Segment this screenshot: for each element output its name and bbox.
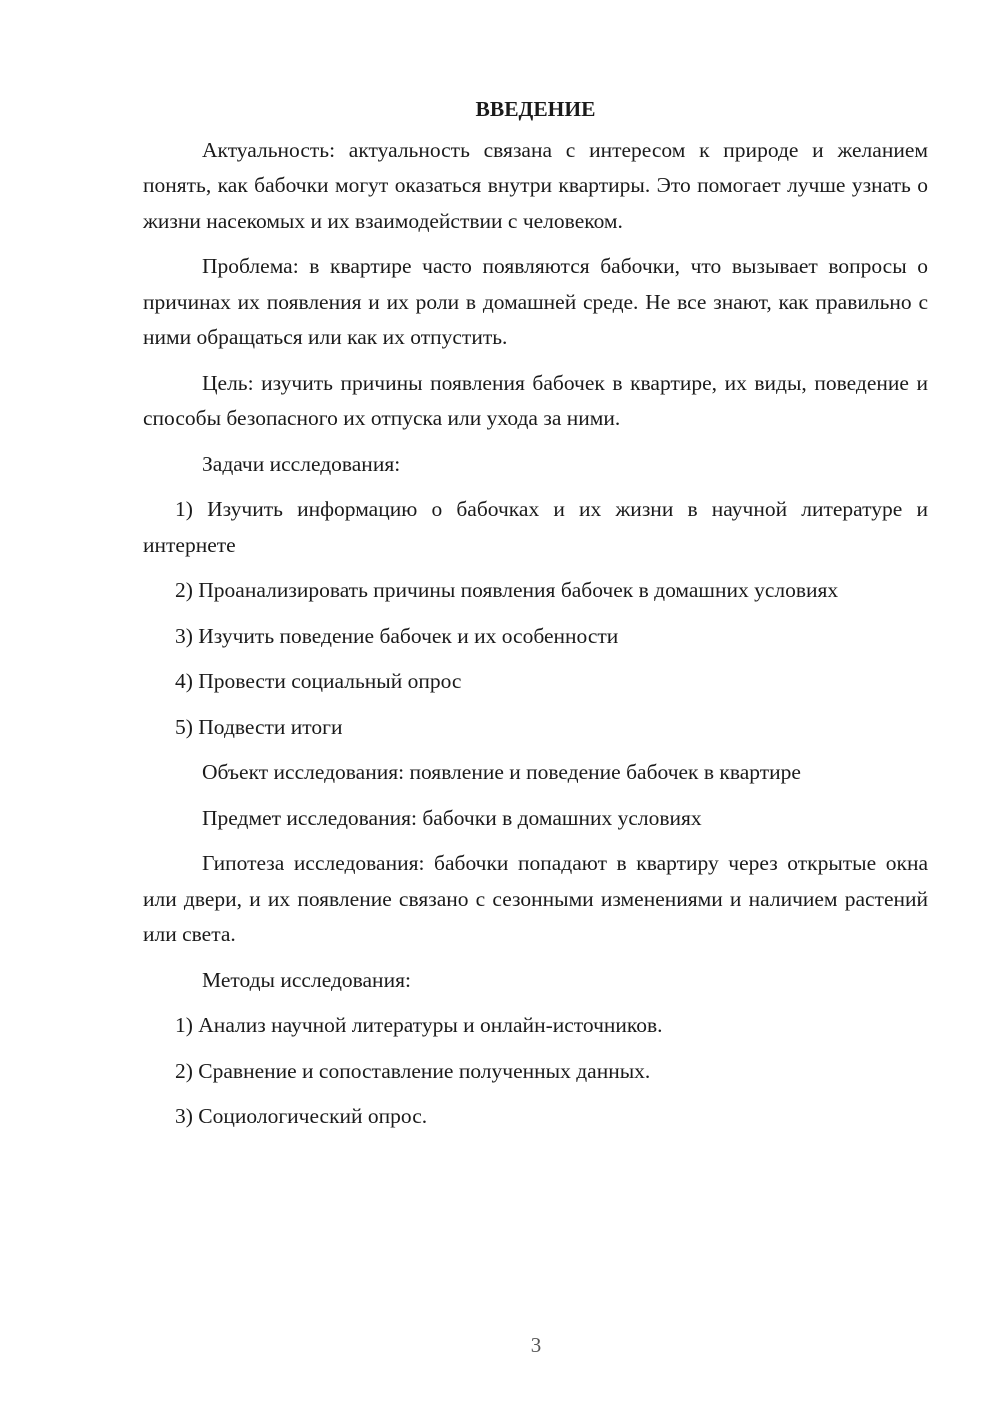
method-item-2: 2) Сравнение и сопоставление полученных данных. [175,1058,651,1083]
task-item-4: 4) Провести социальный опрос [175,669,462,693]
object-paragraph: Объект исследования: появление и поведение бабочек в квартире [202,760,801,784]
hypothesis-paragraph: Гипотеза исследования: бабочки попадают в квартиру через открытые окна или двери, и их появление связано с сезонными изменениями и наличием растений или света. [143,851,928,946]
relevance-paragraph: Актуальность: актуальность связана с интересом к природе и желанием понять, как бабочки могут оказаться внутри квартиры. Это помогает лучше узнать о жизни насекомых и их взаимодействии с человеком. [143,137,928,233]
task-item-5: 5) Подвести итоги [175,714,343,739]
section-heading: ВВЕДЕНИЕ [475,97,596,121]
problem-paragraph: Проблема: в квартире часто появляются бабочки, что вызывает вопросы о причинах их появления и их роли в домашней среде. Не все знают, как правильно с ними обращаться или как их отпустить. [143,254,928,349]
method-item-3: 3) Социологический опрос. [175,1104,428,1128]
task-item-1: 1) Изучить информацию о бабочках и их жизни в научной литературе и интернете [143,497,928,557]
goal-paragraph: Цель: изучить причины появления бабочек в квартире, их виды, поведение и способы безопасного их отпуска или ухода за ними. [143,370,928,430]
task-item-3: 3) Изучить поведение бабочек и их особенности [175,623,619,648]
subject-paragraph: Предмет исследования: бабочки в домашних условиях [202,805,702,830]
tasks-label: Задачи исследования: [202,451,401,476]
methods-label: Методы исследования: [202,967,411,992]
page-number: 3 [530,1333,542,1357]
method-item-1: 1) Анализ научной литературы и онлайн-источников. [175,1013,663,1037]
task-item-2: 2) Проанализировать причины появления бабочек в домашних условиях [175,578,839,602]
page-content [143,92,928,1145]
